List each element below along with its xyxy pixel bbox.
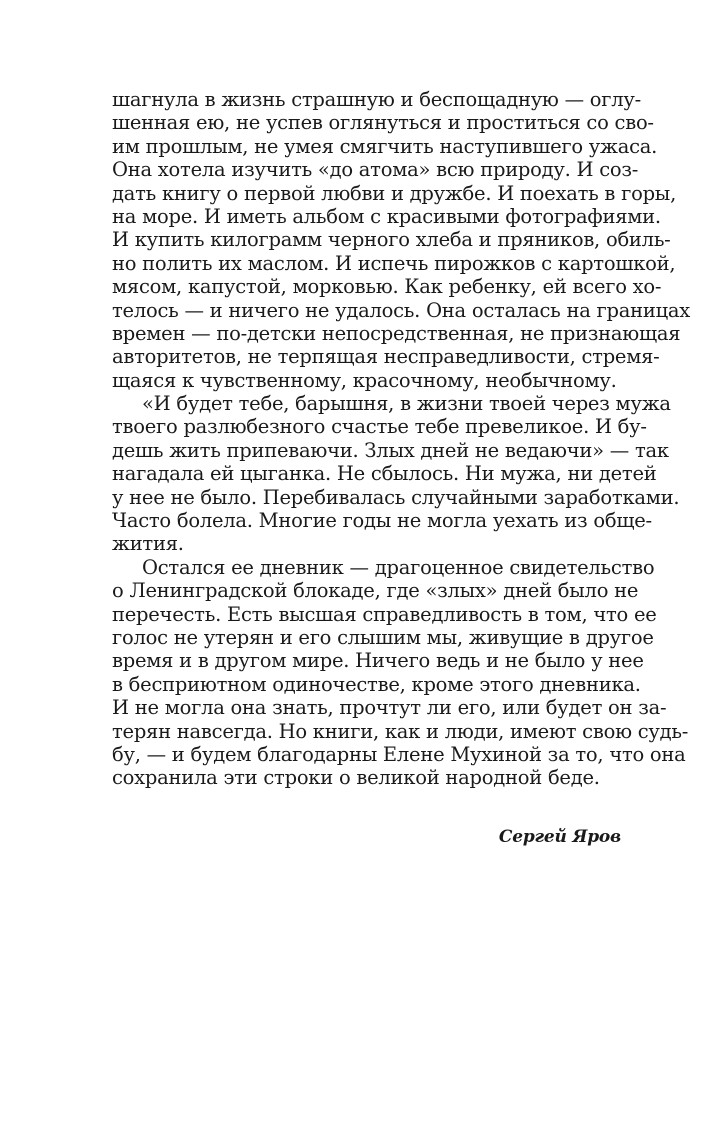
text-line: Она хотела изучить «до атома» всю природу. И соз-	[112, 158, 639, 182]
text-body	[112, 88, 691, 790]
text-line: телось — и ничего не удалось. Она осталась на границах	[112, 298, 691, 322]
text-line: на море. И иметь альбом с красивыми фотографиями.	[112, 204, 661, 228]
author-signature: Сергей Яров	[498, 827, 621, 847]
text-line: у нее не было. Перебивалась случайными заработками.	[112, 485, 680, 509]
text-line: перечесть. Есть высшая справедливость в том, что ее	[112, 602, 657, 626]
text-line: в бесприютном одиночестве, кроме этого дневника.	[112, 672, 641, 696]
text-line: о Ленинградской блокаде, где «злых» дней было не	[112, 579, 639, 603]
text-line: «И будет тебе, барышня, в жизни твоей через мужа	[142, 392, 671, 416]
text-line: дать книгу о первой любви и дружбе. И поехать в горы,	[112, 181, 677, 205]
text-line: дешь жить припеваючи. Злых дней не ведаючи» — так	[112, 438, 669, 462]
text-line: им прошлым, не умея смягчить наступившего ужаса.	[112, 134, 658, 158]
text-line: голос не утерян и его слышим мы, живущие в другое	[112, 625, 654, 649]
text-line: времен — по-детски непосредственная, не признающая	[112, 321, 681, 345]
text-line: Остался ее дневник — драгоценное свидетельство	[142, 555, 655, 579]
text-line: терян навсегда. Но книги, как и люди, имеют свою судь-	[112, 719, 689, 743]
text-line: твоего разлюбезного счастье тебе превеликое. И бу-	[112, 415, 647, 439]
text-line: авторитетов, не терпящая несправедливости, стремя-	[112, 345, 660, 369]
paragraph-3	[112, 555, 689, 790]
text-line: жития.	[112, 532, 184, 556]
text-line: И не могла она знать, прочтут ли его, или будет он за-	[112, 696, 667, 720]
text-line: время и в другом мире. Ничего ведь и не было у нее	[112, 649, 644, 673]
paragraph-1	[112, 88, 691, 392]
text-line: шенная ею, не успев оглянуться и проститься со сво-	[112, 111, 654, 135]
text-line: сохранила эти строки о великой народной беде.	[112, 766, 600, 790]
text-line: но полить их маслом. И испечь пирожков с картошкой,	[112, 251, 676, 275]
text-line: мясом, капустой, морковью. Как ребенку, ей всего хо-	[112, 275, 662, 299]
text-line: щаяся к чувственному, красочному, необычному.	[112, 368, 617, 392]
text-line: бу, — и будем благодарны Елене Мухиной за то, что она	[112, 742, 686, 766]
paragraph-2	[112, 392, 680, 556]
text-line: И купить килограмм черного хлеба и пряников, обиль-	[112, 228, 671, 252]
text-line: нагадала ей цыганка. Не сбылось. Ни мужа, ни детей	[112, 462, 657, 486]
text-line: Часто болела. Многие годы не могла уехать из обще-	[112, 509, 652, 533]
text-line: шагнула в жизнь страшную и беспощадную — оглу-	[112, 88, 641, 111]
